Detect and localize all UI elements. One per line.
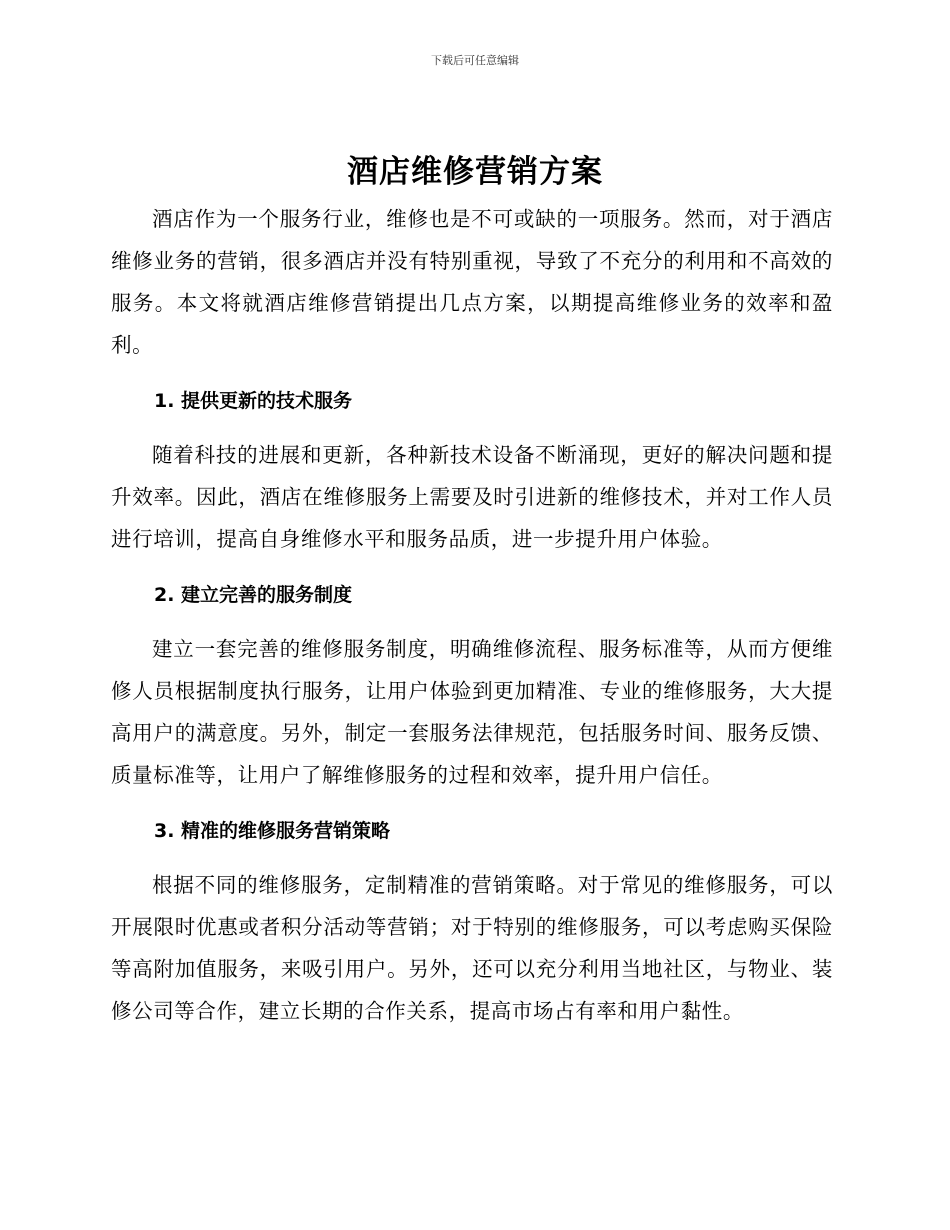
section-body-3: 根据不同的维修服务，定制精准的营销策略。对于常见的维修服务，可以开展限时优惠或者积分活动等营销；对于特别的维修服务，可以考虑购买保险等高附加值服务，来吸引用户。另外，还可以充分利用当地社区，与物业、装修公司等合作，建立长期的合作关系，提高市场占有率和用户黏性。 bbox=[111, 873, 833, 1023]
section-heading-1: 1. 提供更新的技术服务 bbox=[154, 390, 353, 412]
section-body-1: 随着科技的进展和更新，各种新技术设备不断涌现，更好的解决问题和提升效率。因此，酒店在维修服务上需要及时引进新的维修技术，并对工作人员进行培训，提高自身维修水平和服务品质，进一步提升用户体验。 bbox=[111, 443, 833, 551]
page-header-note: 下载后可任意编辑 bbox=[431, 54, 519, 67]
document-body bbox=[111, 198, 833, 1032]
section-heading-3: 3. 精准的维修服务营销策略 bbox=[154, 820, 391, 842]
section-heading-2: 2. 建立完善的服务制度 bbox=[154, 584, 353, 606]
intro-paragraph: 酒店作为一个服务行业，维修也是不可或缺的一项服务。然而，对于酒店维修业务的营销，很多酒店并没有特别重视，导致了不充分的利用和不高效的服务。本文将就酒店维修营销提出几点方案，以期提高维修业务的效率和盈利。 bbox=[111, 207, 833, 357]
document-title: 酒店维修营销方案 bbox=[347, 154, 603, 190]
section-body-2: 建立一套完善的维修服务制度，明确维修流程、服务标准等，从而方便维修人员根据制度执行服务，让用户体验到更加精准、专业的维修服务，大大提高用户的满意度。另外，制定一套服务法律规范，包括服务时间、服务反馈、质量标准等，让用户了解维修服务的过程和效率，提升用户信任。 bbox=[111, 637, 833, 787]
